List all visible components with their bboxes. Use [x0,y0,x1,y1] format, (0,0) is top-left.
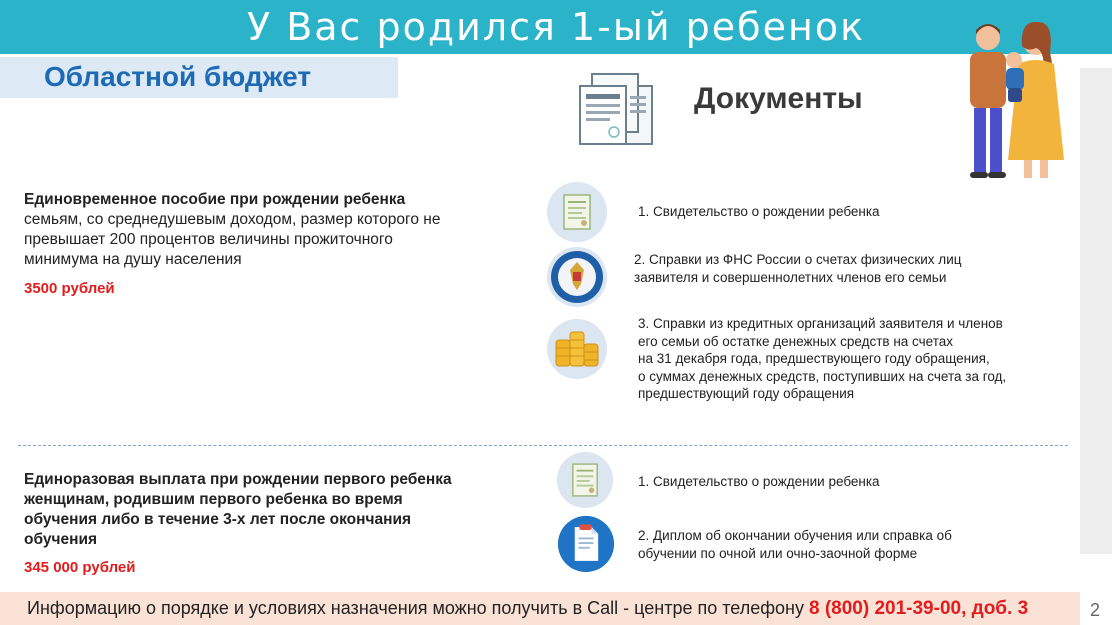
footer-info [27,592,1028,625]
call-center-phone[interactable]: 8 (800) 201-39-00, доб. 3 [808,598,1029,619]
document-item: 2. Справки из ФНС России о счетах физических лиц [634,252,962,267]
document-item: его семьи об остатке денежных средств на счетах [638,333,954,349]
benefit-2-title-line: обучения либо в течение 3-х лет после окончания [24,511,412,528]
document-item: 1. Свидетельство о рождении ребенка [638,474,880,489]
family-illustration-icon [952,16,1068,184]
document-item: обучении по очной или очно-заочной форме [638,545,918,561]
page-title: У Вас родился 1-ый ребенок [246,5,866,49]
section-label: Областной бюджет [44,61,312,92]
benefit-2-title-line: Единоразовая выплата при рождении первого ребенка [24,471,452,488]
benefit-1-description-line: минимума на душу населения [24,251,242,268]
benefit-2-amount: 345 000 рублей [24,559,136,576]
document-item: на 31 декабря года, предшествующего году обращения, [638,351,990,366]
section-divider [18,445,1068,446]
footer-info-text: Информацию о порядке и условиях назначения можно получить в Call - центре по телефону [27,598,809,618]
page-number: 2 [1090,600,1101,620]
benefit-1-description-line: семьям, со среднедушевым доходом, размер которого не [24,211,441,228]
birth-certificate-icon [556,451,614,509]
diploma-document-icon [557,515,615,573]
benefit-2-title-line: женщинам, родившим первого ребенка во время [24,491,403,508]
document-item: предшествующий году обращения [638,386,855,401]
side-strip [1080,68,1112,554]
benefit-1-description-line: превышает 200 процентов величины прожиточного [24,231,393,248]
birth-certificate-icon [546,181,608,243]
document-item: заявителя и совершеннолетних членов его семьи [634,269,947,285]
document-item: о суммах денежных средств, поступивших на счета за год, [638,368,1007,384]
benefit-2-title-line: обучения [24,531,98,548]
benefit-1-amount: 3500 рублей [24,280,115,297]
documents-heading: Документы [694,82,863,115]
tax-service-emblem-icon [546,246,608,308]
documents-stack-icon [576,68,662,152]
document-item: 3. Справки из кредитных организаций заявителя и членов [638,316,1003,331]
benefit-1-title: Единовременное пособие при рождении ребенка [24,191,406,208]
document-item: 1. Свидетельство о рождении ребенка [638,204,880,219]
document-item: 2. Диплом об окончании обучения или справка об [638,528,952,543]
coins-stack-icon [546,318,608,380]
